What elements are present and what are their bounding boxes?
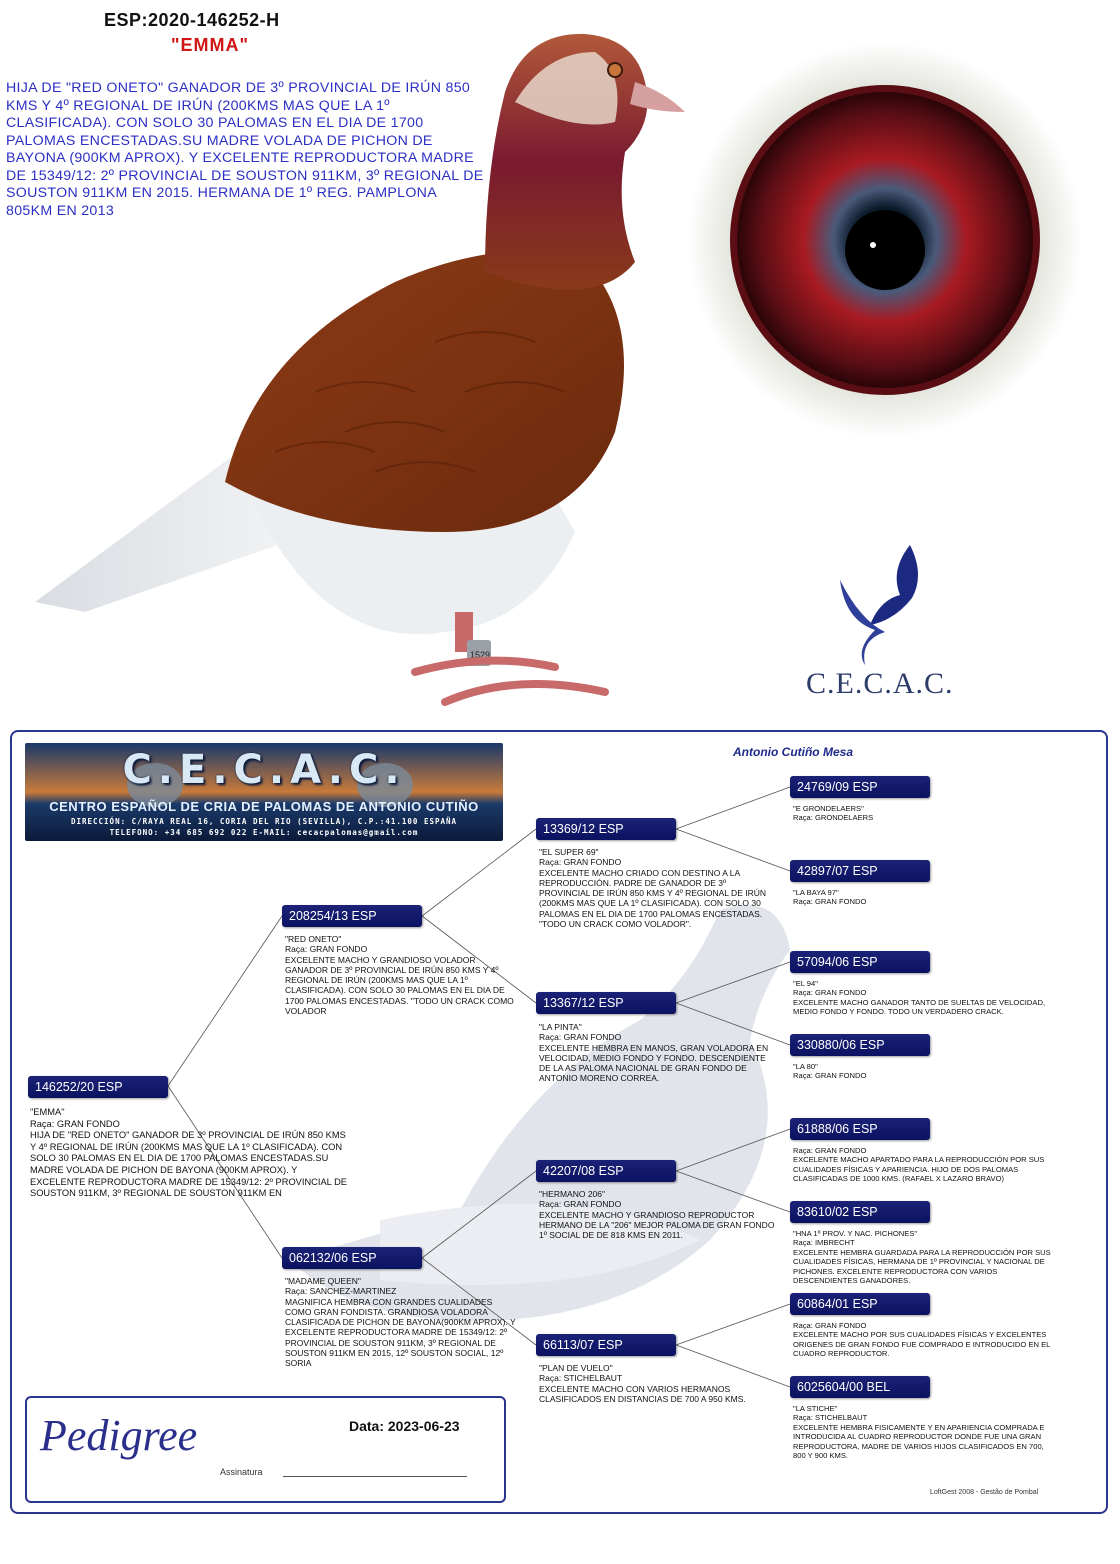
ssd-ring[interactable]: 42897/07 ESP bbox=[790, 860, 930, 882]
dam-name: "MADAME QUEEN" bbox=[285, 1276, 361, 1286]
sss-breed: Raça: GRONDELAERS bbox=[793, 813, 874, 823]
sire-text: EXCELENTE MACHO Y GRANDIOSO VOLADOR GANADOR DE 3º PROVINCIAL DE IRÚN 850 KMS Y 4º REGIONAL DE IRÚN (200KMS MAS QUE LA 1º CLASIFICADA). CON SOLO 30 PALOMAS EN EL DIA DE 1700 PALOMAS ENCESTADAS. "TODO UN CRACK COMO VOLADOR bbox=[285, 954, 514, 1017]
sire-sire-breed: Raça: GRAN FONDO bbox=[539, 857, 622, 868]
signature-line[interactable] bbox=[283, 1476, 467, 1477]
description: HIJA DE "RED ONETO" GANADOR DE 3º PROVINCIAL DE IRÚN 850 KMS Y 4º REGIONAL DE IRÚN (200KMS MAS QUE LA 1º CLASIFICADA). CON SOLO 30 PALOMAS EN EL DIA DE 1700 PALOMAS ENCESTADAS.SU MADRE VOLADA DE PICHON DE BAYONA (900KM APROX). Y EXCELENTE REPRODUCTORA MADRE DE 15349/12: 2º PROVINCIAL DE SOUSTON 911KM, 3º REGIONAL DE SOUSTON 911KM EN 2015. HERMANA DE 1º REG. PAMPLONA 805KM EN 2013 bbox=[6, 80, 484, 219]
dam-sire-ring[interactable]: 42207/08 ESP bbox=[536, 1160, 676, 1182]
sdd-ring[interactable]: 330880/06 ESP bbox=[790, 1034, 930, 1056]
cecac-logo-icon bbox=[830, 540, 930, 670]
leg-ring-text: 1529 bbox=[470, 650, 491, 660]
subject-text: HIJA DE "RED ONETO" GANADOR DE 3º PROVINCIAL DE IRÚN 850 KMS Y 4º REGIONAL DE IRÚN (200KMS MAS QUE LA 1º CLASIFICADA). CON SOLO 30 PALOMAS EN EL DIA DE 1700 PALOMAS ENCESTADAS.SU MADRE VOLADA DE PICHON DE BAYONA (900KM APROX). Y EXCELENTE REPRODUCTORA MADRE DE 15349/12: 2º PROVINCIAL DE SOUSTON 911KM, 3º REGIONAL DE SOUSTON 911KM EN bbox=[30, 1130, 348, 1199]
sds-name: "EL 94" bbox=[793, 979, 818, 988]
sire-sire-text: EXCELENTE MACHO CRIADO CON DESTINO A LA REPRODUCCIÓN. PADRE DE GANADOR DE 3º PROVINCIAL DE IRÚN 850 KMS Y 4º REGIONAL DE IRÚN (200KMS MAS QUE LA 1º CLASIFICADA). CON SOLO 30 PALOMAS EN EL DIA DE 1700 PALOMAS ENCESTADAS. "TODO UN CRACK COMO VOLADOR". bbox=[539, 867, 767, 930]
banner-subtitle: CENTRO ESPAÑOL DE CRIA DE PALOMAS DE ANTONIO CUTIÑO bbox=[49, 799, 479, 814]
ring-id: ESP:2020-146252-H bbox=[104, 10, 280, 30]
banner-phone: TELEFONO: +34 685 692 022 E-MAIL: cecacpalomas@gmail.com bbox=[109, 828, 419, 837]
dss-info bbox=[793, 1146, 1053, 1184]
dsd-text: EXCELENTE HEMBRA GUARDADA PARA LA REPRODUCCIÓN POR SUS CUALIDADES FÍSICAS, HERMANA DE 1º PROVINCIAL Y NACIONAL DE PICHONES. EXCELENTE REPRODUCTORA CON VARIOS DESCENDIENTES GANADORES. bbox=[793, 1247, 1051, 1286]
sire-dam-text: EXCELENTE HEMBRA EN MANOS, GRAN VOLADORA EN VELOCIDAD, MEDIO FONDO Y FONDO. DESCENDIENTE DE LA AS PALOMA NACIONAL DE GRAN FONDO DE ANTONIO MORENO CORREA. bbox=[539, 1042, 769, 1084]
dam-ring[interactable]: 062132/06 ESP bbox=[282, 1247, 422, 1269]
sds-ring[interactable]: 57094/06 ESP bbox=[790, 951, 930, 973]
sss-name: "E GRONDELAERS" bbox=[793, 804, 864, 813]
ddd-name: "LA STICHE" bbox=[793, 1404, 838, 1413]
ddd-info bbox=[793, 1404, 1053, 1460]
dam-sire-info bbox=[539, 1189, 779, 1240]
banner-title: C.E.C.A.C. bbox=[122, 747, 406, 793]
dsd-ring[interactable]: 83610/02 ESP bbox=[790, 1201, 930, 1223]
dsd-info bbox=[793, 1229, 1053, 1285]
dds-text: EXCELENTE MACHO POR SUS CUALIDADES FÍSICAS Y EXCELENTES ORIGENES DE GRAN FONDO FUE COMPRADO E INTRODUCIDO EN EL CUADRO REPRODUCTOR. bbox=[793, 1330, 1051, 1359]
dss-ring[interactable]: 61888/06 ESP bbox=[790, 1118, 930, 1140]
pedigree-script-title: Pedigree bbox=[40, 1411, 198, 1460]
sire-dam-info bbox=[539, 1022, 774, 1084]
sire-name: "RED ONETO" bbox=[285, 934, 342, 944]
ssd-name: "LA BAYA 97" bbox=[793, 888, 839, 897]
dsd-breed: Raça: IMBRECHT bbox=[793, 1238, 855, 1248]
sire-ring[interactable]: 208254/13 ESP bbox=[282, 905, 422, 927]
dsd-name: "HNA 1º PROV. Y NAC. PICHONES" bbox=[793, 1229, 918, 1238]
dam-dam-breed: Raça: STICHELBAUT bbox=[539, 1373, 623, 1384]
cecac-banner bbox=[25, 743, 503, 841]
dds-breed: Raça: GRAN FONDO bbox=[793, 1321, 867, 1330]
sss-ring[interactable]: 24769/09 ESP bbox=[790, 776, 930, 798]
sire-dam-breed: Raça: GRAN FONDO bbox=[539, 1032, 622, 1043]
sire-dam-name: "LA PINTA" bbox=[539, 1022, 582, 1032]
ddd-text: EXCELENTE HEMBRA FISICAMENTE Y EN APARIENCIA COMPRADA E INTRODUCIDA AL CUADRO REPRODUCTOR DONDE FUE UNA GRAN REPRODUCTORA, MADRE DE VARIOS HIJOS CLASIFICADOS EN 700, 800 Y 900 KMS. bbox=[793, 1422, 1045, 1461]
eye-photo bbox=[685, 40, 1085, 440]
subject-ring[interactable]: 146252/20 ESP bbox=[28, 1076, 168, 1098]
sire-breed: Raça: GRAN FONDO bbox=[285, 944, 368, 955]
dam-sire-name: "HERMANO 206" bbox=[539, 1189, 606, 1199]
date-label: Data: 2023-06-23 bbox=[349, 1418, 460, 1434]
ddd-ring[interactable]: 6025604/00 BEL bbox=[790, 1376, 930, 1398]
dam-sire-breed: Raça: GRAN FONDO bbox=[539, 1199, 622, 1210]
nickname: "EMMA" bbox=[171, 35, 250, 55]
dam-breed: Raça: SANCHEZ-MARTINEZ bbox=[285, 1286, 397, 1297]
sds-info bbox=[793, 979, 1053, 1017]
dam-dam-name: "PLAN DE VUELO" bbox=[539, 1363, 613, 1373]
sire-dam-ring[interactable]: 13367/12 ESP bbox=[536, 992, 676, 1014]
dss-breed: Raça: GRAN FONDO bbox=[793, 1146, 867, 1155]
subject-info bbox=[30, 1107, 350, 1200]
sire-sire-ring[interactable]: 13369/12 ESP bbox=[536, 818, 676, 840]
sdd-info bbox=[793, 1062, 1053, 1081]
sire-info bbox=[285, 934, 520, 1016]
dam-dam-ring[interactable]: 66113/07 ESP bbox=[536, 1334, 676, 1356]
dam-text: MAGNIFICA HEMBRA CON GRANDES CUALIDADES COMO GRAN FONDISTA. GRANDIOSA VOLADORA CLASIFICADA DE PICHON DE BAYONA(900KM APROX). Y EXCELENTE REPRODUCTORA MADRE DE 15349/12: 2º PROVINCIAL DE SOUSTON 911KM, 3º REGIONAL DE SOUSTON 911KM EN 2015, 12º SOUSTON SOCIAL, 12º SORIA bbox=[285, 1296, 516, 1369]
sdd-name: "LA 80" bbox=[793, 1062, 818, 1071]
dam-sire-text: EXCELENTE MACHO Y GRANDIOSO REPRODUCTOR HERMANO DE LA "206" MEJOR PALOMA DE GRAN FONDO 1º SOCIAL DE DE 818 KMS EN 2011. bbox=[539, 1209, 775, 1241]
dss-text: EXCELENTE MACHO APARTADO PARA LA REPRODUCCIÓN POR SUS CUALIDADES FÍSICAS Y APARIENCIA. HIJO DE DOS PALOMAS CLASIFICADAS DE 1000 KMS. (RAFAEL X LAZARO BRAVO) bbox=[793, 1155, 1045, 1184]
banner-address: DIRECCIÓN: C/RAYA REAL 16, CORIA DEL RIO (SEVILLA), C.P.:41.100 ESPAÑA bbox=[70, 817, 458, 826]
sds-breed: Raça: GRAN FONDO bbox=[793, 988, 867, 998]
sire-sire-name: "EL SUPER 69" bbox=[539, 847, 599, 857]
cecac-logo-text: C.E.C.A.C. bbox=[806, 667, 954, 700]
sds-text: EXCELENTE MACHO GANADOR TANTO DE SUELTAS DE VELOCIDAD, MEDIO FONDO Y FONDO. TODO UN VERDADERO CRACK. bbox=[793, 997, 1046, 1017]
dds-ring[interactable]: 60864/01 ESP bbox=[790, 1293, 930, 1315]
ddd-breed: Raça: STICHELBAUT bbox=[793, 1413, 868, 1423]
pigeon-photo bbox=[15, 12, 695, 712]
software-credit: LoftGest 2008 - Gestão de Pombal bbox=[930, 1489, 1039, 1496]
sire-sire-info bbox=[539, 847, 774, 929]
dam-dam-text: EXCELENTE MACHO CON VARIOS HERMANOS CLASIFICADOS EN DISTANCIAS DE 700 A 950 KMS. bbox=[539, 1383, 746, 1404]
ssd-info bbox=[793, 888, 1053, 907]
dam-dam-info bbox=[539, 1363, 774, 1404]
ssd-breed: Raça: GRAN FONDO bbox=[793, 897, 867, 907]
subject-name: "EMMA" bbox=[30, 1107, 65, 1117]
owner-name: Antonio Cutiño Mesa bbox=[733, 745, 853, 759]
subject-breed: Raça: GRAN FONDO bbox=[30, 1118, 120, 1129]
dam-info bbox=[285, 1276, 520, 1369]
sdd-breed: Raça: GRAN FONDO bbox=[793, 1071, 867, 1081]
sss-info bbox=[793, 804, 1053, 823]
dds-info bbox=[793, 1321, 1053, 1359]
signature-label: Assinatura bbox=[220, 1467, 263, 1477]
